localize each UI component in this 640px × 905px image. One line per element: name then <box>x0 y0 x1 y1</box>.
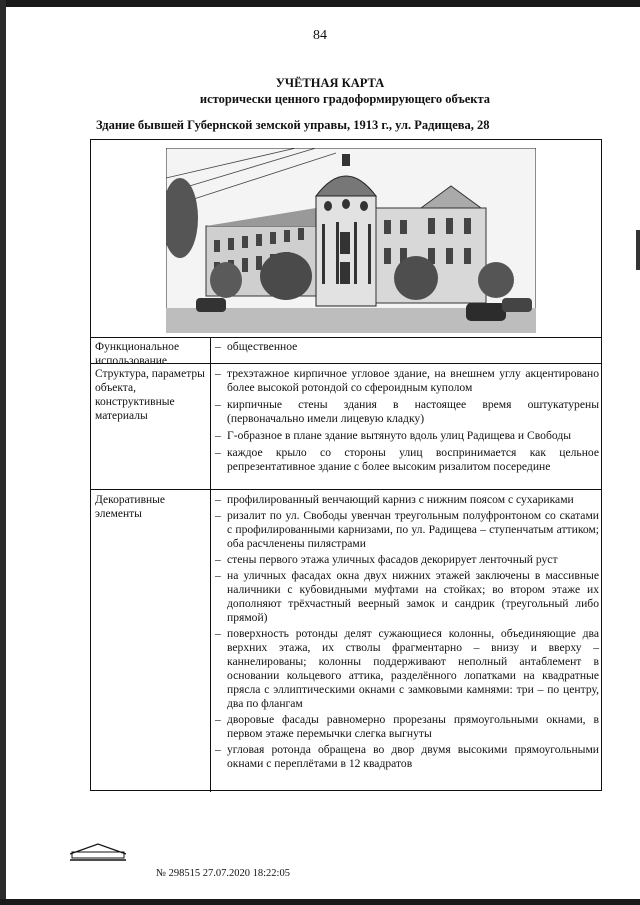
list-item: – стены первого этажа уличных фасадов декорирует ленточный руст <box>215 553 558 566</box>
row-label-decorative: Декоративные элементы <box>95 494 165 520</box>
row-label-function: Функциональное использование <box>95 341 180 367</box>
row-label-structure: Структура, параметры объекта, конструктивные материалы <box>95 368 205 422</box>
object-name: Здание бывшей Губернской земской управы, 1913 г., ул. Радищева, 28 <box>96 118 490 132</box>
list-item: – общественное <box>215 340 298 353</box>
scan-border-left <box>0 0 6 905</box>
scan-edge-mark <box>636 230 640 270</box>
list-item: – на уличных фасадах окна двух нижних этажей заключены в массивные наличники с кубовидными муфтами на стойках; во втором этаже их дополняют трёхчастный веерный замок и сандрик (треугольный либо прямой) <box>215 569 599 624</box>
list-item: – ризалит по ул. Свободы увенчан треугольным полуфронтоном со скатами с профилированными карнизами, по ул. Радищева – ступенчатым аттиком; оба расчленены пилястрами <box>215 509 599 550</box>
page-number: 84 <box>313 28 327 43</box>
list-item: – Г-образное в плане здание вытянуто вдоль улиц Радищева и Свободы <box>215 429 572 442</box>
row-content-structure <box>215 367 599 474</box>
list-item: – кирпичные стены здания в настоящее время оштукатурены (первоначально имели лицевую кладку) <box>215 398 599 425</box>
list-item: – поверхность ротонды делят сужающиеся колонны, объединяющие два верхних этажа, их стволы фрагментарно – внизу и вверху – каннелированы; колонны поддерживают неполный антаблемент в основании кольцевого аттика, разделённого лопатками на квадратные прясла с эллиптическими окнами с замковыми камнями: три – по центру, два по флангам <box>215 627 599 710</box>
row-decorative <box>91 489 601 793</box>
certification-stamp <box>66 840 130 862</box>
card-title: УЧЁТНАЯ КАРТА <box>275 76 385 90</box>
record-card <box>90 139 602 791</box>
list-item: – угловая ротонда обращена во двор двумя высокими прямоугольными окнами с переплётами в 12 квадратов <box>215 743 599 770</box>
scan-border-bottom <box>0 899 640 905</box>
list-item: – каждое крыло со стороны улиц воспринимается как цельное репрезентативное здание с более высоким ризалитом посередине <box>215 446 599 473</box>
row-content-function <box>215 340 599 354</box>
row-structure <box>91 363 601 490</box>
card-subtitle: исторически ценного градоформирующего объекта <box>199 92 491 106</box>
row-content-decorative <box>215 493 599 771</box>
list-item: – профилированный венчающий карниз с нижним поясом с сухариками <box>215 493 574 506</box>
scan-border-top <box>0 0 640 7</box>
document-footer: № 298515 27.07.2020 18:22:05 <box>156 868 290 879</box>
list-item: – дворовые фасады равномерно прорезаны прямоугольными окнами, в первом этаже перемычки слегка выгнуты <box>215 713 599 740</box>
building-photo <box>166 148 536 333</box>
row-function <box>91 337 601 367</box>
list-item: – трехэтажное кирпичное угловое здание, на внешнем углу акцентировано более высокой ротондой со сфероидным куполом <box>215 367 599 394</box>
